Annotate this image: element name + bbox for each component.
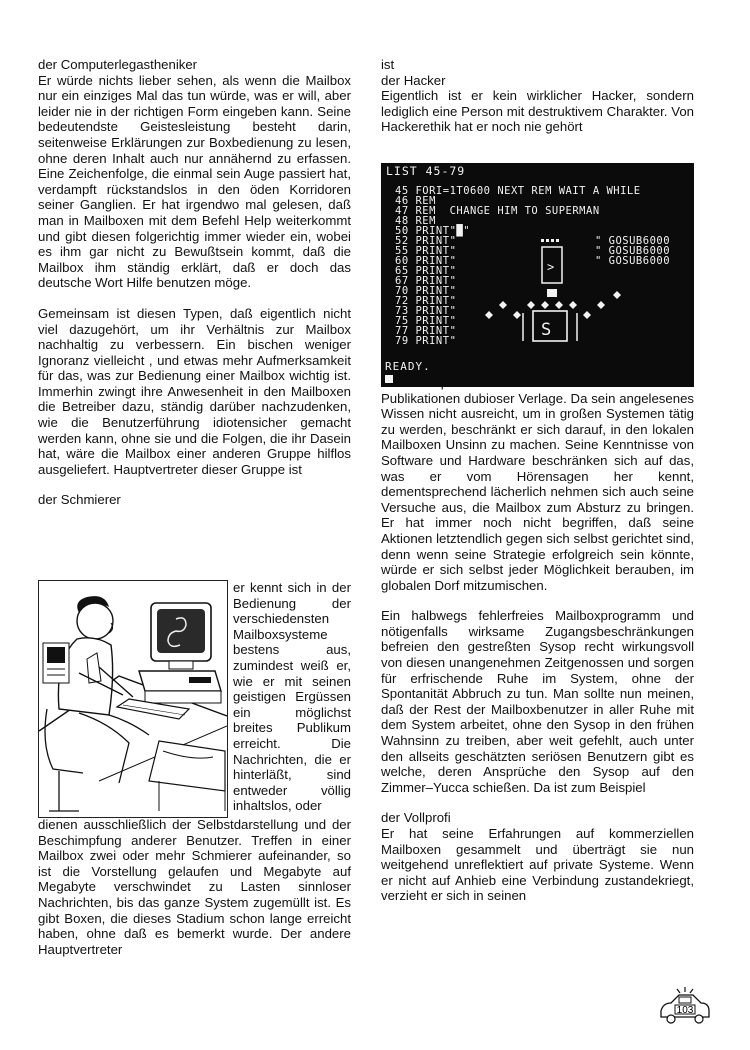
code-line: 65 PRINT" — [395, 265, 457, 277]
section-heading-schmierer: der Schmierer — [38, 492, 121, 508]
paragraph: Ein halbwegs fehlerfreies Mailboxprogramm und nötigenfalls wirksame Zugangsbeschränkungen befreien den gestreßten Sysop recht wirkungsvoll von diesen unangenehmen Zeitgenossen und sorgen für erfrischende Ruhe im System, ohne der Spontanität Abbruch zu tun. Man sollte nun meinen, daß der Rest der Mailboxbenutzer in aller Ruhe mit dem System arbeitet, ohne den Sysop in den frühen Wahnsinn zu treiben, aber weit gefehlt, auch unter den allseits geschätzten seriösen Benutzern gibt es welche, deren Ansprüche den Sysop auf den Zimmer–Yucca schießen. Da ist zum Beispiel — [381, 608, 694, 795]
page-number: 103 — [676, 1005, 694, 1016]
code-line: 50 PRINT"█" — [395, 225, 471, 237]
terminal-title: LIST 45-79 — [386, 164, 466, 178]
section-heading-hacker: der Hacker — [381, 72, 446, 88]
gosub-text: " GOSUB6000 — [595, 245, 671, 257]
page-number-badge — [655, 985, 715, 1027]
section-heading-vollprofi: der Vollprofi — [381, 810, 451, 826]
code-line: 48 REM — [395, 215, 436, 227]
code-line: 47 REM CHANGE HIM TO SUPERMAN — [395, 205, 600, 217]
paragraph: Er hat seine Erfahrungen auf kommerziellen Mailboxen gesammelt und überträgt sie nun weitgehend unreflektiert auf private Systeme. Wenn er nicht auf Anhieb eine Verbindung zustandekriegt, verzieht er sich in seinen — [381, 826, 694, 904]
cursor-block — [385, 375, 393, 383]
illustration-user-at-computer — [38, 580, 228, 818]
code-line: 45 FORI=1T0600 NEXT REM WAIT A WHILE — [395, 185, 641, 197]
code-line: 55 PRINT" — [395, 245, 457, 257]
svg-text:S: S — [541, 320, 552, 340]
paragraph: Er würde nichts lieber sehen, als wenn die Mailbox nur ein einziges Mal das tun würde, was er will, aber leider nie in der richtigen Form eingeben kann. Seine bedeutendste Geistesleistung besteht darin, seitenweise Erklärungen zur Boxbedienung zu lesen, ohne deren Inhalt auch nur annähernd zu erfassen. Eine Zeichenfolge, die einmal sein Auge passiert hat, verdampft rückstandslos in den öden Korridoren seiner Ganglien. Er hat irgendwo mal gelesen, daß man in Mailboxen mit dem Befehl Help weiterkommt und gibt diesen folgerichtig immer wieder ein, wobei es ihm gar nicht zu Bewußtsein kommt, daß die Mailbox ihm ständig erklärt, daß er doch das deutsche Wort Hilfe benutzen möge. — [38, 72, 351, 291]
paragraph: Gemeinsam ist diesen Typen, daß eigentlich nicht viel dazugehört, um ihr Verhältnis zur Mailbox nachhaltig zu verbessern. Ein bischen weniger Ignoranz vielleicht , und etwas mehr Aufmerksamkeit für das, was zur Bedienung einer Mailbox wichtig ist. Immerhin zwingt ihre Anwesenheit in den Mailboxen die Betreiber dazu, ständig darüber nachzudenken, wie die Benutzerführung idiotensicher gemacht werden kann, ohne sie und die Folgen, die ihr Dasein hat, wäre die Mailbox einer anderen Gruppe hilflos ausgeliefert. Hauptvertreter dieser Gruppe ist — [38, 305, 351, 477]
code-line: 79 PRINT" — [395, 335, 457, 347]
code-line: 46 REM — [395, 195, 436, 207]
code-line: 67 PRINT" — [395, 275, 457, 287]
code-line: 52 PRINT" — [395, 235, 457, 247]
line-ist: ist — [381, 57, 395, 72]
basic-listing-screenshot — [381, 163, 694, 387]
left-column — [38, 57, 351, 508]
code-line: 77 PRINT" — [395, 325, 457, 337]
code-line: 70 PRINT" — [395, 285, 457, 297]
paragraph: Publikationen dubioser Verlage. Da sein angelesenes Wissen nicht ausreicht, um in großen Systemen tätig zu werden, beschränkt er sich darauf, in den lokalen Mailboxen Unsinn zu machen. Seine Kenntnisse von Software und Hardware beschränken sich auf das, was er vom Hörensagen her kennt, dementsprechend lächerlich nehmen sich auch seine Versuche aus, die Mailbox zum Absturz zu bringen. Er hat immer noch nicht begriffen, daß seine Aktionen letztendlich gegen sich selbst gerichtet sind, denn wenn seine Strategie erfolgreich sein könnte, würde er sich selbst jeder Möglichkeit berauben, im globalen Dorf mitzumischen. — [381, 390, 694, 593]
gosub-text: " GOSUB6000 — [595, 235, 671, 247]
gosub-text: " GOSUB6000 — [595, 255, 671, 267]
section-heading-computerlegastheniker: der Computerlegastheniker — [38, 57, 198, 72]
code-line: 72 PRINT" — [395, 295, 457, 307]
ready-prompt: READY. — [385, 360, 431, 373]
svg-text:>: > — [547, 260, 555, 274]
code-line: 73 PRINT" — [395, 305, 457, 317]
paragraph-schmierer-continued: dienen ausschließlich der Selbstdarstellung und der Beschimpfung anderer Benutzer. Treffen in einer Mailbox zwei oder mehr Schmierer aufeinander, so ist die Vorstellung gelaufen und Megabyte auf Megabyte verschwindet zu Lasten sinnloser Nachrichten, bis das ganze System zugemüllt ist. Es gibt Boxen, die dieses Stadium schon lange erreicht haben, ohne daß es bemerkt wurde. Der andere Hauptvertreter — [38, 817, 351, 957]
code-line: 75 PRINT" — [395, 315, 457, 327]
paragraph: Eigentlich ist er kein wirklicher Hacker, sondern lediglich eine Person mit destruktivem Charakter. Von Hackerethik hat er noch nie gehört — [381, 88, 694, 135]
code-line: 60 PRINT" — [395, 255, 457, 267]
petscii-superman-art — [381, 163, 694, 387]
wrapped-text-schmierer: er kennt sich in der Bedienung der verschiedensten Mailboxsysteme bestens aus, zumindest weiß er, wie er mit seinen geistigen Ergüssen ein möglichst breites Publikum erreicht. Die Nachrichten, die er hinterläßt, sind entweder völlig inhaltslos, oder — [233, 580, 351, 814]
